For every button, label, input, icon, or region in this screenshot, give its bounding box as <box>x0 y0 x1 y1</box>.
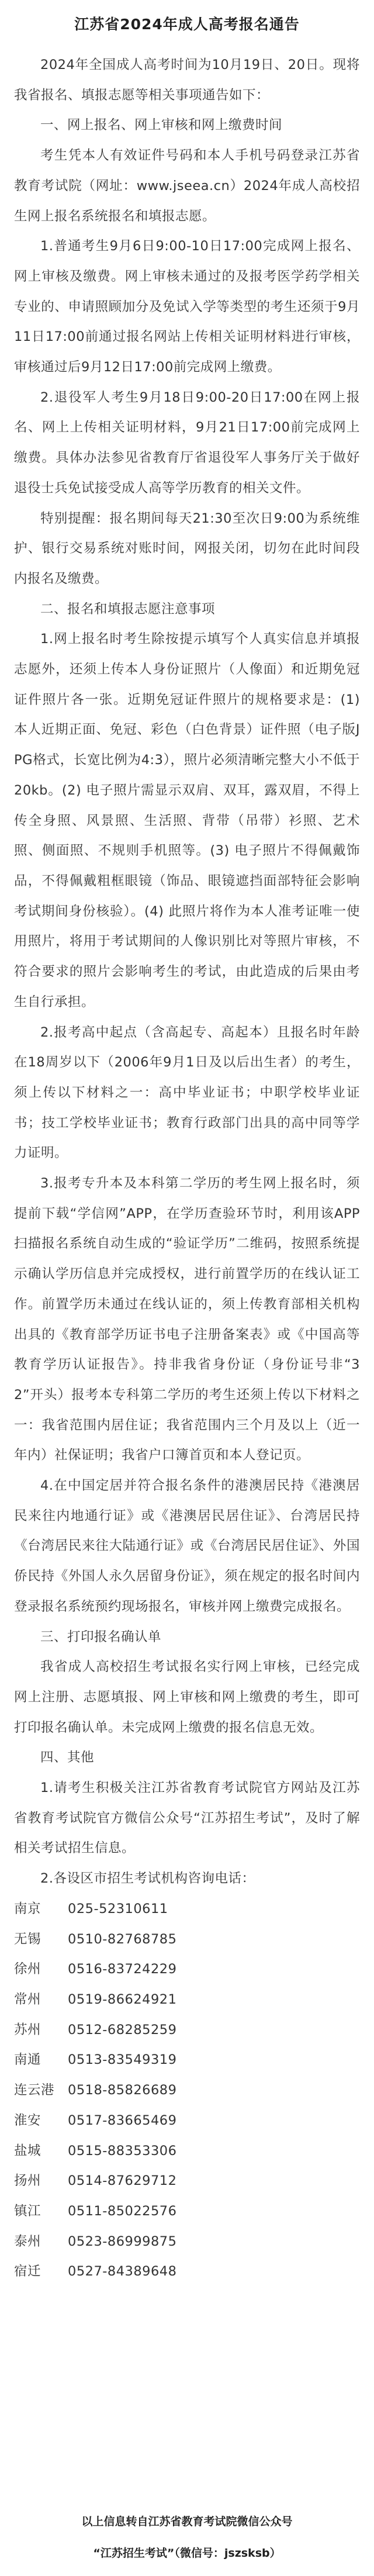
contact-row <box>14 1894 360 1925</box>
paragraph-special-reminder: 特别提醒：报名期间每天21:30至次日9:00为系统维护、银行交易系统对账时间，网报关闭，切勿在此时间段内报名及缴费。 <box>14 510 360 586</box>
section-heading-other: 四、其他 <box>40 1750 95 1766</box>
contact-city: 镇江 <box>14 2203 41 2219</box>
paragraph-follow-official: 1.请考生积极关注江苏省教育考试院官方网站及江苏省教育考试院官方微信公众号“江苏招生考试”，及时了解相关考试招生信息。 <box>14 1780 360 1856</box>
contact-phone: 0519-86624921 <box>68 1992 177 2007</box>
contact-phone: 0517-83665469 <box>68 2112 177 2128</box>
contact-row <box>14 2166 360 2197</box>
contact-row <box>14 2106 360 2136</box>
paragraph-upgrade-degree: 3.报考专升本及本科第二学历的考生网上报名时，须提前下载“学信网”APP，在学历查验环节时，利用该APP扫描报名系统自动生成的“验证学历”二维码，按照系统提示确认学历信息并完成授权，进行前置学历的在线认证工作。前置学历未通过在线认证的，须上传教育部相关机构出具的《教育部学历证书电子注册备案表》或《中国高等教育学历认证报告》。持非我省身份证（身份证号非“32”开头）报考本专科第二学历的考生还须上传以下材料之一：我省范围内居住证；我省范围内三个月及以上（近一年内）社保证明；我省户口簿首页和本人登记页。 <box>14 1176 360 1463</box>
contact-phone: 0510-82768785 <box>68 1931 177 1947</box>
paragraph-hk-macao-taiwan: 4.在中国定居并符合报名条件的港澳居民持《港澳居民来往内地通行证》或《港澳居民居住证》、台湾居民持《台湾居民来往大陆通行证》或《台湾居民居住证》、外国侨民持《外国人永久居留身份证》，须在规定的报名时间内登录报名系统预约现场报名，审核并网上缴费完成报名。 <box>14 1478 360 1614</box>
contact-city: 南京 <box>14 1901 41 1917</box>
contact-phone: 0515-88353306 <box>68 2143 177 2159</box>
section-heading-print-confirmation: 三、打印报名确认单 <box>40 1629 162 1645</box>
contact-row <box>14 2227 360 2257</box>
contact-city: 泰州 <box>14 2233 41 2249</box>
contact-phone: 0512-68285259 <box>68 2022 177 2038</box>
paragraph-consult-phones: 2.各设区市招生考试机构咨询电话： <box>40 1871 255 1887</box>
contact-city: 无锡 <box>14 1931 41 1947</box>
notice-body <box>14 50 360 2287</box>
contact-city: 宿迁 <box>14 2264 41 2280</box>
contact-city: 连云港 <box>14 2083 55 2098</box>
contact-phone: 025-52310611 <box>68 1901 168 1917</box>
paragraph-high-school-start: 2.报考高中起点（含高起专、高起本）且报名时年龄在18周岁以下（2006年9月1日及以后出生者）的考生，须上传以下材料之一：高中毕业证书；中职学校毕业证书；技工学校毕业证书；教育行政部门出具的高中同等学力证明。 <box>14 1024 360 1161</box>
contact-row <box>14 2045 360 2076</box>
contact-row <box>14 2015 360 2046</box>
paragraph-regular-candidates: 1.普通考生9月6日9:00-10日17:00完成网上报名、网上审核及缴费。网上审核未通过的及报考医学药学相关专业的、申请照顾加分及免试入学等类型的考生还须于9月11日17:00前通过报名网站上传相关证明材料进行审核，审核通过后9月12日17:00前完成网上缴费。 <box>14 239 360 375</box>
contact-phone: 0518-85826689 <box>68 2083 177 2098</box>
contact-list <box>14 1894 360 2287</box>
contact-city: 苏州 <box>14 2022 41 2038</box>
contact-row <box>14 2076 360 2106</box>
contact-city: 扬州 <box>14 2173 41 2189</box>
contact-city: 常州 <box>14 1992 41 2007</box>
section-heading-registration-time: 一、网上报名、网上审核和网上缴费时间 <box>40 118 283 133</box>
contact-phone: 0511-85022576 <box>68 2203 177 2219</box>
intro-paragraph: 2024年全国成人高考时间为10月19日、20日。现将我省报名、填报志愿等相关事项通告如下： <box>14 57 360 103</box>
paragraph-veteran-candidates: 2.退役军人考生9月18日9:00-20日17:00在网上报名、网上上传相关证明材料，9月21日17:00前完成网上缴费。具体办法参见省教育厅省退役军人事务厅关于做好退役士兵免试接受成人高等学历教育的相关文件。 <box>14 389 360 496</box>
source-wechat-id: “江苏招生考试”（微信号：jszsksb） <box>93 2547 281 2560</box>
source-note: 以上信息转自江苏省教育考试院微信公众号 <box>81 2515 293 2528</box>
contact-row <box>14 2197 360 2227</box>
page-title: 江苏省2024年成人高考报名通告 <box>74 16 300 33</box>
contact-phone: 0523-86999875 <box>68 2233 177 2249</box>
contact-row <box>14 1925 360 1955</box>
contact-city: 淮安 <box>14 2112 41 2128</box>
paragraph-login-info: 考生凭本人有效证件号码和本人手机号码登录江苏省教育考试院（网址：www.jseea.cn）2024年成人高校招生网上报名系统报名和填报志愿。 <box>14 148 360 224</box>
contact-phone: 0513-83549319 <box>68 2052 177 2068</box>
contact-phone: 0514-87629712 <box>68 2173 177 2189</box>
contact-row <box>14 1955 360 1985</box>
contact-city: 盐城 <box>14 2143 41 2159</box>
section-heading-notes: 二、报名和填报志愿注意事项 <box>40 601 216 617</box>
contact-phone: 0527-84389648 <box>68 2264 177 2280</box>
contact-phone: 0516-83724229 <box>68 1962 177 1977</box>
contact-row <box>14 2257 360 2287</box>
contact-city: 徐州 <box>14 1962 41 1977</box>
contact-city: 南通 <box>14 2052 41 2068</box>
contact-row <box>14 1985 360 2015</box>
contact-row <box>14 2136 360 2167</box>
paragraph-photo-requirements: 1.网上报名时考生除按提示填写个人真实信息并填报志愿外，还须上传本人身份证照片（人像面）和近期免冠证件照片各一张。近期免冠证件照片的规格要求是：(1) 本人近期正面、免冠、彩色（白色背景）证件照（电子版JPG格式，长宽比例为4:3），照片必须清晰完整大小不低于20kb。(2) 电子照片需显示双肩、双耳，露双眉，不得上传全身照、风景照、生活照、背带（吊带）衫照、艺术照、侧面照、不规则手机照等。(3) 电子照片不得佩戴饰品，不得佩戴粗框眼镜（饰品、眼镜遮挡面部特征会影响考试期间身份核验）。(4) 此照片将作为本人准考证唯一使用照片，将用于考试期间的人像识别比对等照片审核，不符合要求的照片会影响考生的考试，由此造成的后果由考生自行承担。 <box>14 631 360 1010</box>
paragraph-confirmation-form: 我省成人高校招生考试报名实行网上审核，已经完成网上注册、志愿填报、网上审核和网上缴费的考生，即可打印报名确认单。未完成网上缴费的报名信息无效。 <box>14 1659 360 1735</box>
